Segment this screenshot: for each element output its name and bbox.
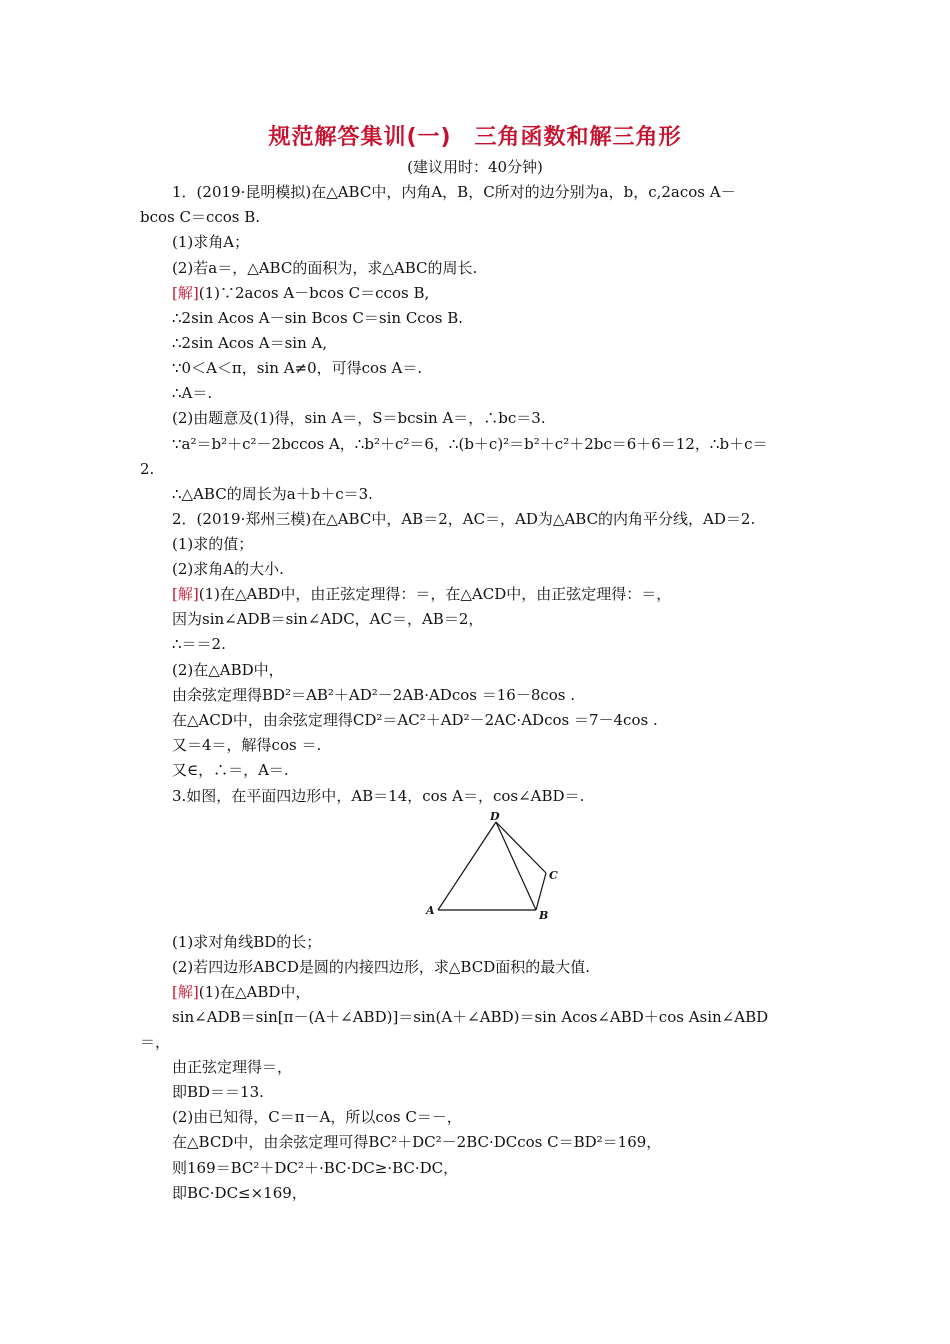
edge-ad xyxy=(438,822,496,910)
p2-s3: ∴＝＝2. xyxy=(172,635,226,653)
p3-s9: 即BC·DC≤×169， xyxy=(172,1184,307,1202)
p3-question2: (2)若四边形ABCD是圆的内接四边形，求△BCD面积的最大值. xyxy=(172,958,590,976)
p2-s8: 又∈，∴＝，A＝. xyxy=(172,761,289,779)
p1-s5: ∴A＝. xyxy=(172,384,213,402)
solution-tag: [解] xyxy=(172,983,199,1001)
p1-s7: ∵a²＝b²＋c²－2bccos A，∴b²＋c²＝6，∴(b＋c)²＝b²＋c²＋2bc＝6＋6＝12，∴b＋c＝ xyxy=(172,435,768,453)
p2-question1: (1)求的值； xyxy=(172,535,254,553)
p3-s4: 由正弦定理得＝， xyxy=(172,1058,293,1076)
p3-question1: (1)求对角线BD的长； xyxy=(172,933,322,951)
p3-s8: 则169＝BC²＋DC²＋·BC·DC≥·BC·DC， xyxy=(172,1159,459,1177)
p3-s6: (2)由已知得，C＝π－A，所以cos C＝－， xyxy=(172,1108,462,1126)
p1-s9: ∴△ABC的周长为a＋b＋c＝3. xyxy=(172,485,373,503)
p2-s5: 由余弦定理得BD²＝AB²＋AD²－2AB·ADcos ＝16－8cos . xyxy=(172,686,576,704)
p2-s2: 因为sin∠ADB＝sin∠ADC，AC＝，AB＝2， xyxy=(172,610,484,628)
edge-dc xyxy=(496,822,546,873)
p2-question2: (2)求角A的大小. xyxy=(172,560,284,578)
edge-cb xyxy=(536,873,546,910)
label-c: C xyxy=(549,869,558,882)
label-b: B xyxy=(539,909,549,922)
p1-s4: ∵0＜A＜π，sin A≠0，可得cos A＝. xyxy=(172,359,423,377)
solution-tag: [解] xyxy=(172,585,199,603)
p1-s3: ∴2sin Acos A＝sin A, xyxy=(172,334,328,352)
p2-s1: (1)在△ABD中，由正弦定理得：＝，在△ACD中，由正弦定理得：＝， xyxy=(198,585,672,603)
solution-tag: [解] xyxy=(172,284,199,302)
suggested-time: (建议用时：40分钟) xyxy=(407,158,543,176)
p3-s7: 在△BCD中，由余弦定理可得BC²＋DC²－2BC·DCcos C＝BD²＝169， xyxy=(172,1133,662,1151)
p3-solution-line1 xyxy=(172,982,310,1002)
p2-s7: 又＝4＝，解得cos ＝. xyxy=(172,736,322,754)
p3-s1: (1)在△ABD中， xyxy=(198,983,311,1001)
p1-solution-line1 xyxy=(172,283,429,303)
p1-s6: (2)由题意及(1)得，sin A＝，S＝bcsin A＝，∴bc＝3. xyxy=(172,409,546,427)
p1-question1: (1)求角A； xyxy=(172,233,250,251)
p1-s2: ∴2sin Acos A－sin Bcos C＝sin Ccos B. xyxy=(172,309,463,327)
p1-stem-line2: bcos C＝ccos B. xyxy=(140,208,261,226)
p1-question2: (2)若a＝，△ABC的面积为，求△ABC的周长. xyxy=(172,259,478,277)
p3-s3: ＝， xyxy=(140,1033,171,1051)
label-d: D xyxy=(490,810,500,823)
edge-db xyxy=(496,822,536,910)
p1-s8: 2. xyxy=(140,460,155,478)
p3-stem: 3.如图，在平面四边形中，AB＝14，cos A＝，cos∠ABD＝. xyxy=(172,787,585,805)
p2-stem: 2．(2019·郑州三模)在△ABC中，AB＝2，AC＝，AD为△ABC的内角平分线，AD＝2. xyxy=(172,510,756,528)
page-title: 规范解答集训(一) 三角函数和解三角形 xyxy=(268,125,682,150)
p1-stem-line1: 1．(2019·昆明模拟)在△ABC中，内角A，B，C所对的边分别为a，b，c,2acos A－ xyxy=(172,183,736,201)
label-a: A xyxy=(426,904,435,917)
quadrilateral-figure xyxy=(420,808,570,923)
p2-s6: 在△ACD中，由余弦定理得CD²＝AC²＋AD²－2AC·ADcos ＝7－4cos . xyxy=(172,711,658,729)
p2-s4: (2)在△ABD中， xyxy=(172,661,284,679)
p2-solution-line1 xyxy=(172,584,671,604)
p3-s2: sin∠ADB＝sin[π－(A＋∠ABD)]＝sin(A＋∠ABD)＝sin Acos∠ABD＋cos Asin∠ABD xyxy=(172,1008,769,1026)
p1-s1: (1)∵2acos A－bcos C＝ccos B, xyxy=(198,284,430,302)
p3-s5: 即BD＝＝13. xyxy=(172,1083,264,1101)
